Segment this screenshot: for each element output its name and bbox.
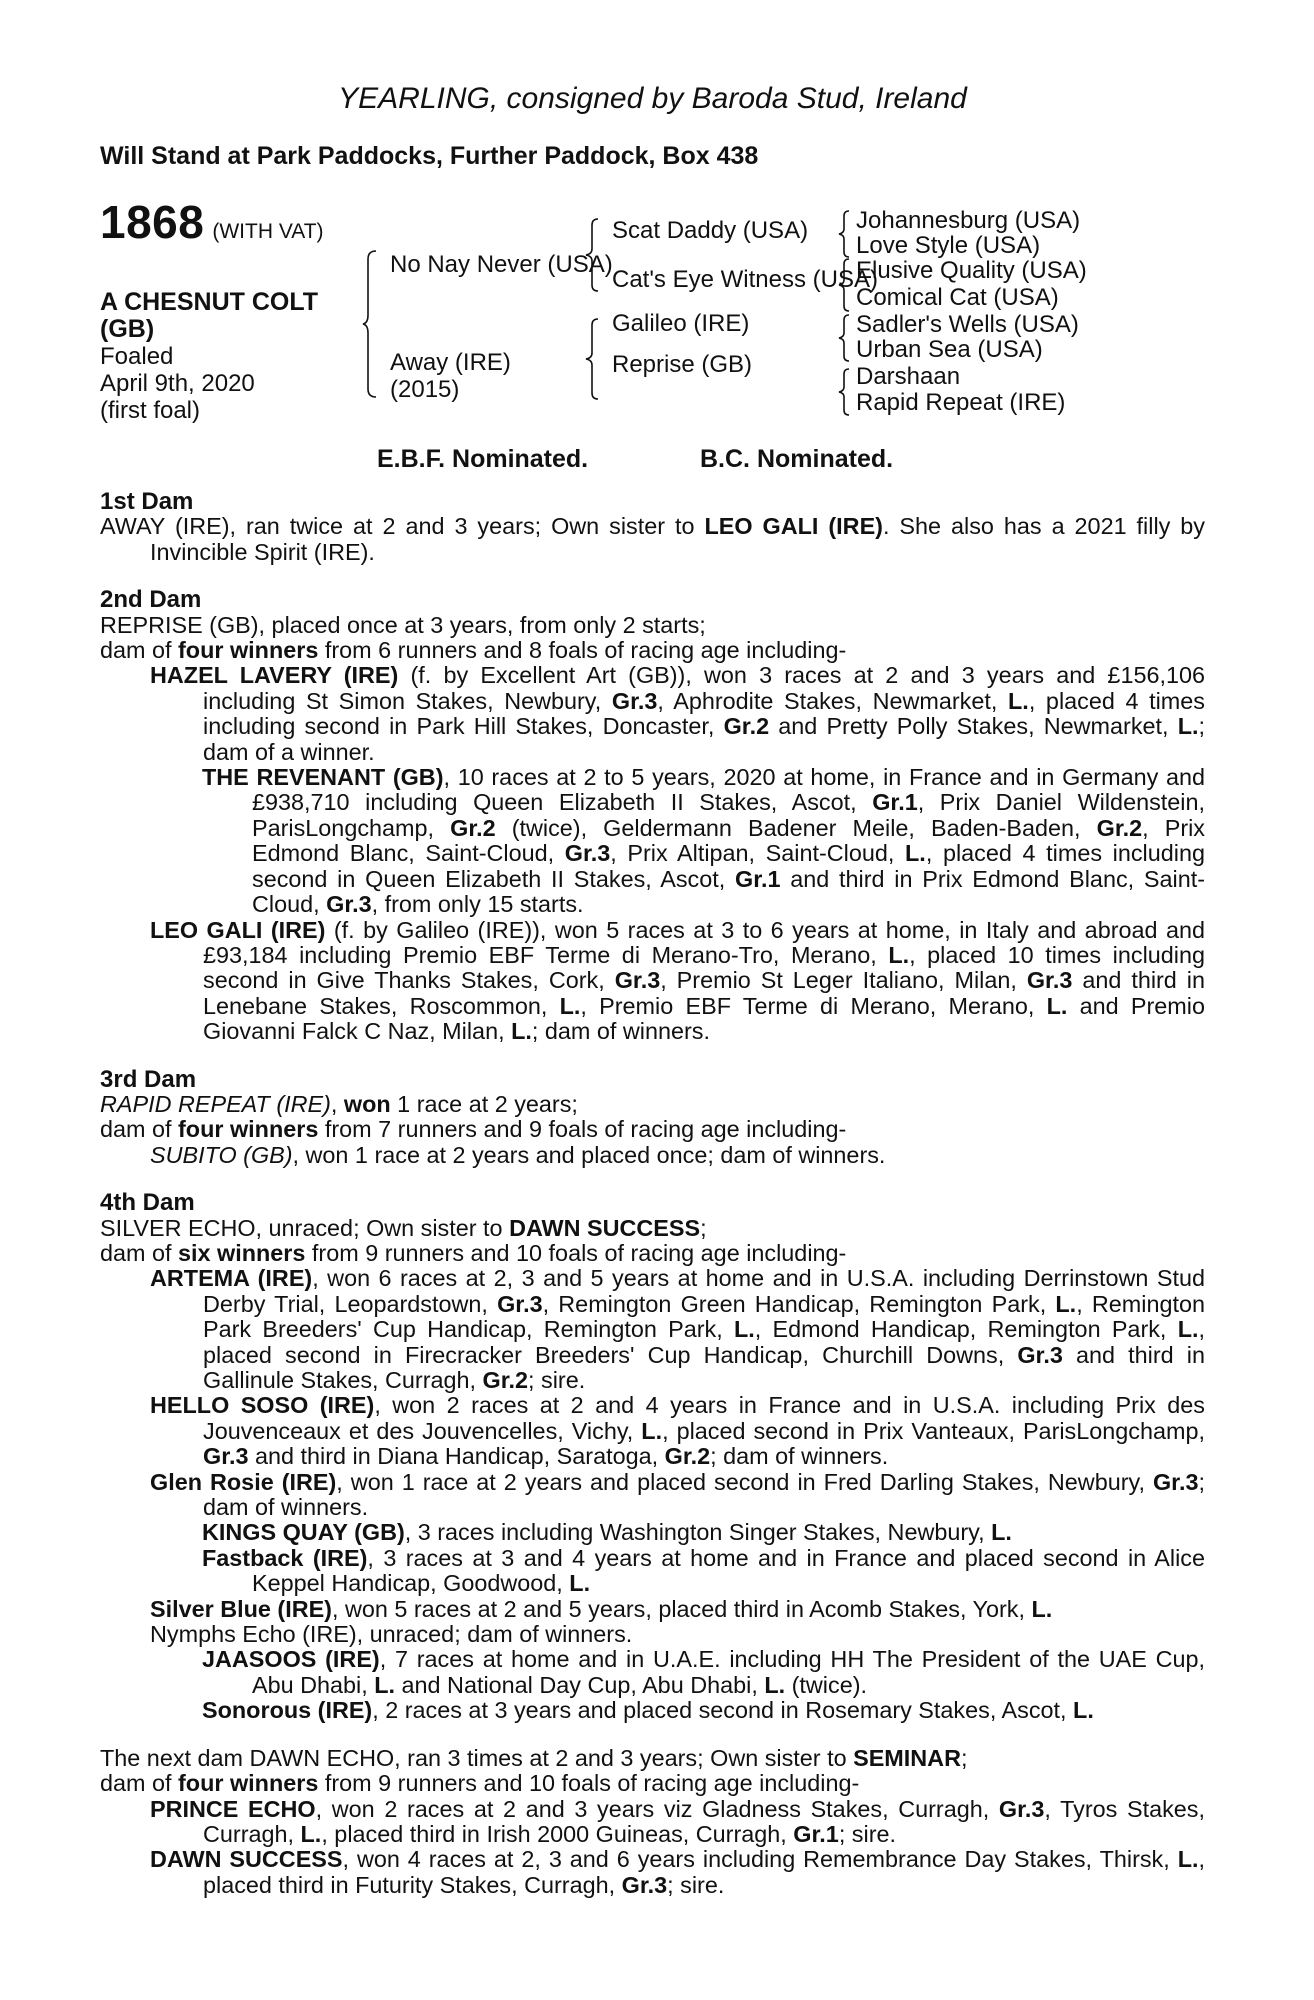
sire: No Nay Never (USA)	[390, 251, 613, 278]
produce-entry: Silver Blue (IRE), won 5 races at 2 and 5 years, placed third in Acomb Stakes, York, L.	[150, 1595, 1053, 1622]
section-heading: 1st Dam	[100, 488, 194, 515]
pedigree-block	[100, 196, 1205, 477]
dam-dam: Reprise (GB)	[612, 351, 753, 378]
produce-entry: SUBITO (GB), won 1 race at 2 years and placed once; dam of winners.	[150, 1141, 886, 1168]
dam-sire-sire: Sadler's Wells (USA)	[856, 311, 1079, 338]
catalogue-body	[100, 489, 1205, 1898]
produce-entry: Glen Rosie (IRE), won 1 race at 2 years and placed second in Fred Darling Stakes, Newbury, Gr.3; dam of winners.	[150, 1468, 1205, 1521]
dam-year: (2015)	[390, 376, 460, 403]
pedigree-brace	[584, 317, 604, 401]
section-heading: 2nd Dam	[100, 586, 202, 614]
next-dam-produce: dam of four winners from 9 runners and 10 foals of racing age including-	[100, 1770, 860, 1797]
dam2-intro: REPRISE (GB), placed once at 3 years, from only 2 starts;	[100, 611, 706, 638]
sire-sire-sire: Johannesburg (USA)	[856, 207, 1081, 234]
sire-dam-dam: Comical Cat (USA)	[856, 284, 1059, 311]
lot-description: A CHESNUT COLT	[100, 288, 319, 316]
produce-entry: HAZEL LAVERY (IRE) (f. by Excellent Art (GB)), won 3 races at 2 and 3 years and £156,106 including St Simon Stakes, Newbury, Gr.3, Aphrodite Stakes, Newmarket, L., placed 4 times including second in Park Hill Stakes, Doncaster, Gr.2 and Pretty Polly Stakes, Newmarket, L.; dam of a winner.	[150, 662, 1205, 765]
dam3-produce: dam of four winners from 7 runners and 9 foals of racing age including-	[100, 1116, 847, 1143]
next-dam-intro: The next dam DAWN ECHO, ran 3 times at 2 and 3 years; Own sister to SEMINAR;	[100, 1744, 968, 1771]
produce-entry: KINGS QUAY (GB), 3 races including Washington Singer Stakes, Newbury, L.	[202, 1519, 1012, 1546]
lot-number: 1868	[100, 196, 205, 248]
bc-nomination: B.C. Nominated.	[700, 445, 894, 473]
pedigree-brace	[836, 257, 854, 313]
sire-sire-dam: Love Style (USA)	[856, 232, 1041, 259]
ebf-nomination: E.B.F. Nominated.	[377, 445, 589, 473]
dam2-produce: dam of four winners from 6 runners and 8 foals of racing age including-	[100, 637, 847, 664]
lot-description-country: (GB)	[100, 315, 155, 343]
dam1-paragraph: AWAY (IRE), ran twice at 2 and 3 years; Own sister to LEO GALI (IRE). She also has a 2021 filly by Invincible Spirit (IRE).	[100, 513, 1206, 565]
produce-entry: DAWN SUCCESS, won 4 races at 2, 3 and 6 years including Remembrance Day Stakes, Thirsk, L., placed third in Futurity Stakes, Curragh, Gr.3; sire.	[150, 1846, 1205, 1898]
pedigree-brace	[362, 249, 382, 399]
produce-entry: ARTEMA (IRE), won 6 races at 2, 3 and 5 years at home and in U.S.A. including Derrinstown Stud Derby Trial, Leopardstown, Gr.3, Remington Green Handicap, Remington Park, L., Remington Park Breeders' Cup Handicap, Remington Park, L., Edmond Handicap, Remington Park, L., placed second in Firecracker Breeders' Cup Handicap, Churchill Downs, Gr.3 and third in Gallinule Stakes, Curragh, Gr.2; sire.	[150, 1265, 1205, 1393]
lot-number-line	[100, 196, 324, 248]
dam-sire-dam: Urban Sea (USA)	[856, 336, 1043, 363]
dam-sire: Galileo (IRE)	[612, 310, 750, 337]
page-header: YEARLING, consigned by Baroda Stud, Ireland	[338, 82, 967, 115]
dam4-produce: dam of six winners from 9 runners and 10 foals of racing age including-	[100, 1239, 847, 1266]
produce-entry: THE REVENANT (GB), 10 races at 2 to 5 years, 2020 at home, in France and in Germany and £938,710 including Queen Elizabeth II Stakes, Ascot, Gr.1, Prix Daniel Wildenstein, ParisLongchamp, Gr.2 (twice), Geldermann Badener Meile, Baden-Baden, Gr.2, Prix Edmond Blanc, Saint-Cloud, Gr.3, Prix Altipan, Saint-Cloud, L., placed 4 times including second in Queen Elizabeth II Stakes, Ascot, Gr.1 and third in Prix Edmond Blanc, Saint-Cloud, Gr.3, from only 15 starts.	[202, 764, 1206, 918]
lot-vat: (WITH VAT)	[212, 220, 324, 243]
produce-entry: Nymphs Echo (IRE), unraced; dam of winners.	[150, 1621, 633, 1648]
produce-entry: Sonorous (IRE), 2 races at 3 years and placed second in Rosemary Stakes, Ascot, L.	[202, 1697, 1094, 1724]
lot-foaled-date: April 9th, 2020	[100, 370, 255, 397]
sire-dam: Cat's Eye Witness (USA)	[612, 266, 878, 293]
pedigree-brace	[584, 217, 604, 293]
lot-foaled: Foaled	[100, 343, 174, 370]
pedigree-brace	[836, 209, 854, 259]
section-heading: 3rd Dam	[100, 1065, 197, 1093]
produce-entry: Fastback (IRE), 3 races at 3 and 4 years at home and in France and placed second in Alice Keppel Handicap, Goodwood, L.	[202, 1544, 1205, 1597]
catalogue-page	[100, 82, 1205, 1898]
sire-dam-sire: Elusive Quality (USA)	[856, 257, 1087, 284]
dam4-intro: SILVER ECHO, unraced; Own sister to DAWN SUCCESS;	[100, 1214, 707, 1241]
produce-entry: PRINCE ECHO, won 2 races at 2 and 3 years viz Gladness Stakes, Curragh, Gr.3, Tyros Stakes, Curragh, L., placed third in Irish 2000 Guineas, Curragh, Gr.1; sire.	[150, 1795, 1205, 1847]
dam-dam-sire: Darshaan	[856, 363, 961, 390]
produce-entry: LEO GALI (IRE) (f. by Galileo (IRE)), won 5 races at 3 to 6 years at home, in Italy and abroad and £93,184 including Premio EBF Terme di Merano-Tro, Merano, L., placed 10 times including second in Give Thanks Stakes, Cork, Gr.3, Premio St Leger Italiano, Milan, Gr.3 and third in Lenebane Stakes, Roscommon, L., Premio EBF Terme di Merano, Merano, L. and Premio Giovanni Falck C Naz, Milan, L.; dam of winners.	[150, 916, 1205, 1045]
produce-entry: HELLO SOSO (IRE), won 2 races at 2 and 4 years in France and in U.S.A. including Prix des Jouvenceaux et des Jouvencelles, Vichy, L., placed second in Prix Vanteaux, ParisLongchamp, Gr.3 and third in Diana Handicap, Saratoga, Gr.2; dam of winners.	[150, 1392, 1206, 1470]
dam3-intro: RAPID REPEAT (IRE), won 1 race at 2 years;	[100, 1090, 578, 1117]
pedigree-brace	[836, 367, 854, 417]
produce-entry: JAASOOS (IRE), 7 races at home and in U.A.E. including HH The President of the UAE Cup, Abu Dhabi, L. and National Day Cup, Abu Dhabi, L. (twice).	[202, 1646, 1205, 1698]
dam: Away (IRE)	[390, 349, 511, 376]
lot-note: (first foal)	[100, 397, 201, 424]
section-heading: 4th Dam	[100, 1189, 195, 1217]
pedigree-brace	[836, 313, 854, 363]
sire-sire: Scat Daddy (USA)	[612, 217, 809, 244]
dam-dam-dam: Rapid Repeat (IRE)	[856, 389, 1066, 416]
stand-location: Will Stand at Park Paddocks, Further Paddock, Box 438	[100, 142, 759, 170]
